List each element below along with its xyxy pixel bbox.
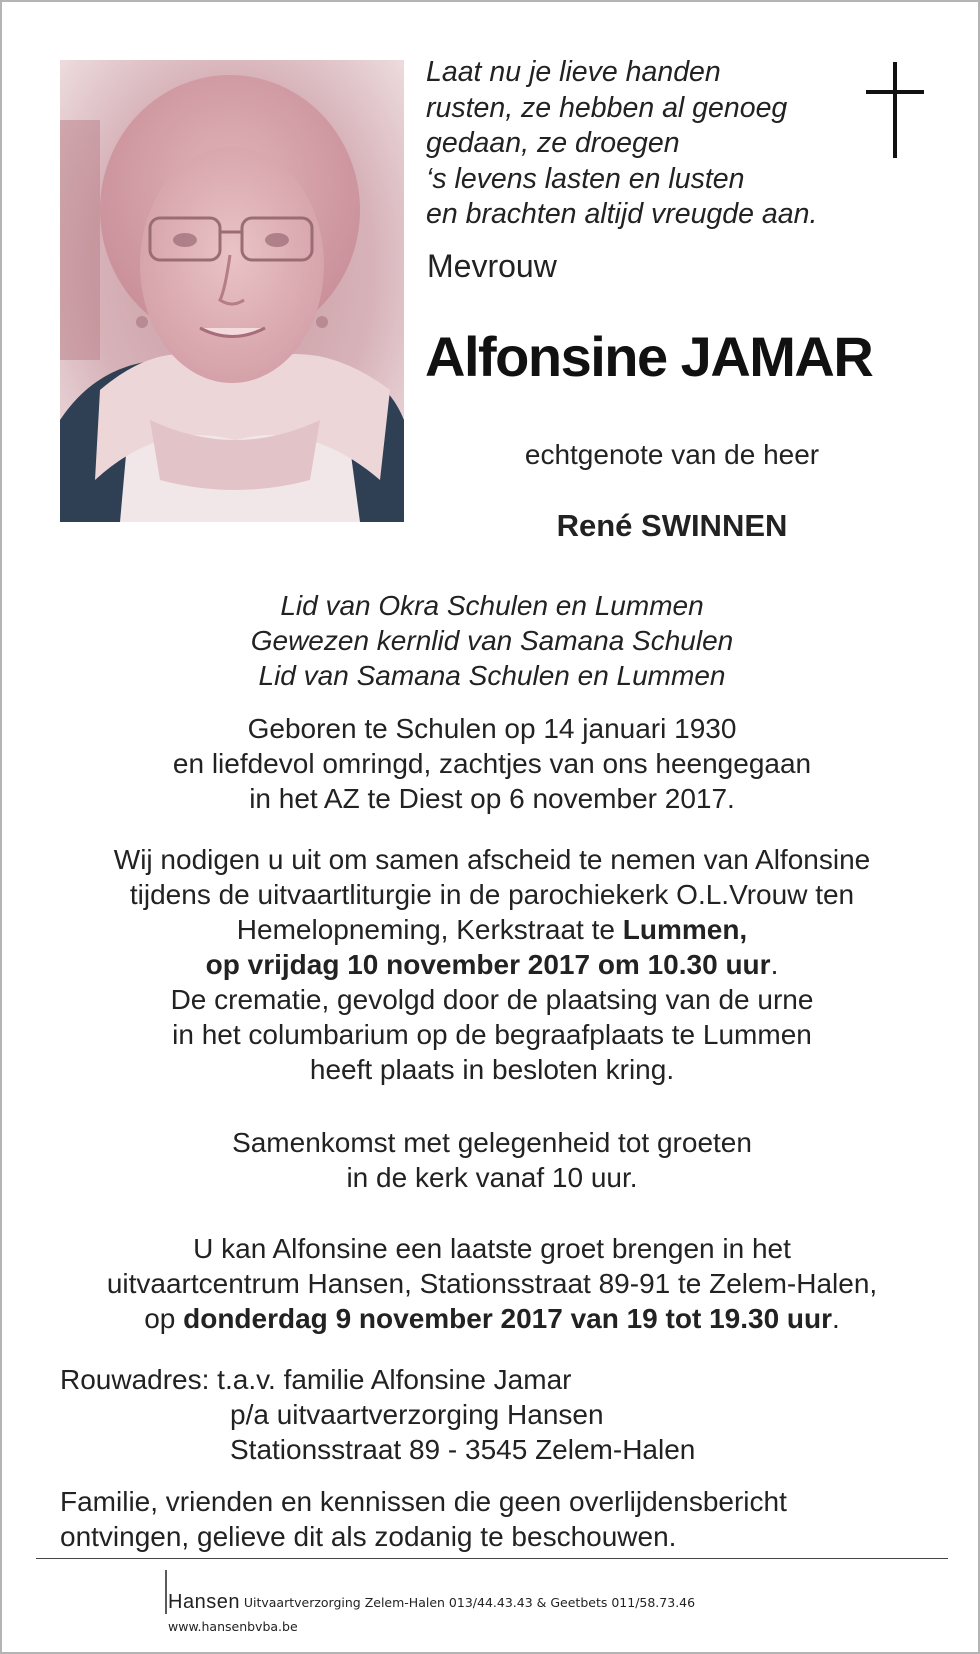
invitation-line: De crematie, gevolgd door de plaatsing van de urne [170,984,814,1015]
birth-line: in het AZ te Diest op 6 november 2017. [249,783,735,814]
notice-text [60,1484,787,1554]
mourning-address [60,1362,695,1467]
gathering-line: in de kerk vanaf 10 uur. [346,1162,638,1193]
invitation-line [2,912,980,947]
invitation-line: Wij nodigen u uit om samen afscheid te nemen van Alfonsine [113,844,871,875]
membership-line: Lid van Samana Schulen en Lummen [258,660,726,691]
address-line: p/a uitvaartverzorging Hansen [230,1399,604,1430]
birth-line: Geboren te Schulen op 14 januari 1930 [247,713,737,744]
membership-line: Lid van Okra Schulen en Lummen [280,590,704,621]
invitation-text: Hemelopneming, Kerkstraat te [236,914,623,945]
membership-line: Gewezen kernlid van Samana Schulen [250,625,734,656]
deceased-name: Alfonsine JAMAR [425,325,873,388]
visit-line: uitvaartcentrum Hansen, Stationsstraat 89-91 te Zelem-Halen, [106,1268,878,1299]
address-line: Rouwadres: t.a.v. familie Alfonsine Jamar [60,1364,572,1395]
memorial-poem [426,55,866,233]
gathering-info [2,1125,980,1195]
funeral-invitation [2,842,980,1087]
gathering-line: Samenkomst met gelegenheid tot groeten [232,1127,752,1158]
invitation-line: in het columbarium op de begraafplaats te Lummen [172,1019,812,1050]
visit-text: . [832,1303,840,1334]
invitation-line: heeft plaats in besloten kring. [309,1054,675,1085]
poem-line: gedaan, ze droegen [426,127,680,159]
visitation-info [2,1231,980,1336]
poem-line: Laat nu je lieve handen [426,56,721,88]
invitation-line [2,947,980,982]
footer-contact: Uitvaartverzorging Zelem-Halen 013/44.43.43 & Geetbets 011/58.73.46 [243,1595,696,1610]
cross-icon [866,62,924,167]
invitation-line: tijdens de uitvaartliturgie in de parochiekerk O.L.Vrouw ten [129,879,855,910]
honorific: Mevrouw [427,248,557,284]
funeral-date-time: op vrijdag 10 november 2017 om 10.30 uur [205,949,771,980]
portrait-photo [60,60,404,522]
birth-line: en liefdevol omringd, zachtjes van ons heengegaan [172,748,812,779]
visit-date-time: donderdag 9 november 2017 van 19 tot 19.30 uur [183,1303,833,1334]
invitation-text: . [770,949,779,980]
visit-line: U kan Alfonsine een laatste groet brengen in het [193,1233,791,1264]
poem-line: ‘s levens lasten en lusten [426,162,745,195]
memberships [2,588,980,693]
funeral-location: Lummen, [622,914,748,945]
visit-line [2,1301,980,1336]
notice-line: ontvingen, gelieve dit als zodanig te beschouwen. [60,1521,677,1552]
footer-website-link[interactable]: www.hansenbvba.be [168,1619,298,1634]
address-line: Stationsstraat 89 - 3545 Zelem-Halen [230,1434,696,1465]
spouse-name: René SWINNEN [556,508,788,543]
relation-text: echtgenote van de heer [524,439,820,470]
poem-line: en brachten altijd vreugde aan. [426,198,818,230]
footer-brand: Hansen [168,1591,240,1613]
footer-company [168,1591,695,1614]
divider [36,1558,948,1559]
notice-line: Familie, vrienden en kennissen die geen overlijdensbericht [60,1486,787,1517]
birth-death-info [2,711,980,816]
poem-line: rusten, ze hebben al genoeg [426,91,788,124]
visit-text: op [144,1303,184,1334]
